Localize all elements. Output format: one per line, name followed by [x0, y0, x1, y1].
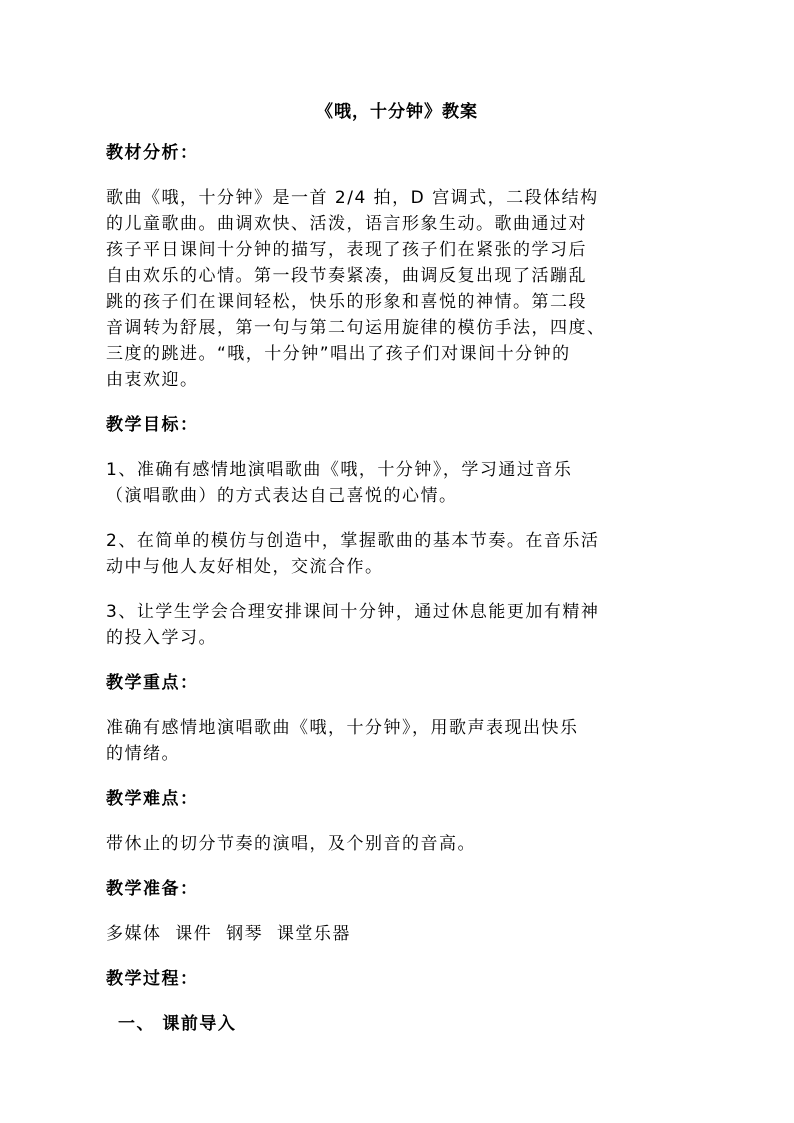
- preparation-paragraph: [106, 921, 676, 947]
- paragraph-line: 的儿童歌曲。曲调欢快、活泼，语言形象生动。歌曲通过对: [106, 214, 587, 234]
- material-analysis-paragraph: [106, 185, 676, 393]
- section-heading-key-points: 教学重点：: [106, 673, 199, 693]
- paragraph-line: 由衷欢迎。: [106, 370, 199, 390]
- section-heading-process: 教学过程：: [106, 969, 199, 989]
- section-heading-objectives: 教学目标：: [106, 415, 199, 435]
- paragraph-line: 3、让学生学会合理安排课间十分钟，通过休息能更加有精神: [106, 602, 600, 622]
- section-heading-difficulties: 教学难点：: [106, 789, 199, 809]
- paragraph-line: 的投入学习。: [106, 628, 217, 648]
- paragraph-line: 1、准确有感情地演唱歌曲《哦，十分钟》，学习通过音乐: [106, 460, 573, 480]
- difficulties-paragraph: [106, 831, 676, 857]
- process-step-1: 一、 课前导入: [118, 1014, 237, 1034]
- paragraph-line: 音调转为舒展，第一句与第二句运用旋律的模仿手法，四度、: [106, 318, 606, 338]
- paragraph-line: （演唱歌曲）的方式表达自己喜悦的心情。: [106, 486, 458, 506]
- document-body: [106, 140, 676, 1056]
- document-title: 《哦，十分钟》教案: [316, 102, 478, 122]
- paragraph-line: 多媒体 课件 钢琴 课堂乐器: [106, 924, 351, 944]
- objective-item-1: [106, 457, 676, 509]
- section-heading-preparation: 教学准备：: [106, 879, 199, 899]
- key-points-paragraph: [106, 715, 676, 767]
- paragraph-line: 的情绪。: [106, 744, 180, 764]
- paragraph-line: 三度的跳进。“哦，十分钟”唱出了孩子们对课间十分钟的: [106, 344, 571, 364]
- objective-item-2: [106, 528, 676, 580]
- paragraph-line: 孩子平日课间十分钟的描写，表现了孩子们在紧张的学习后: [106, 240, 587, 260]
- objective-item-3: [106, 599, 676, 651]
- paragraph-line: 动中与他人友好相处，交流合作。: [106, 557, 384, 577]
- paragraph-line: 歌曲《哦，十分钟》是一首 2/4 拍，D 宫调式，二段体结构: [106, 188, 599, 208]
- paragraph-line: 准确有感情地演唱歌曲《哦，十分钟》，用歌声表现出快乐: [106, 718, 579, 738]
- paragraph-line: 带休止的切分节奏的演唱，及个别音的音高。: [106, 834, 476, 854]
- section-heading-material-analysis: 教材分析：: [106, 143, 199, 163]
- paragraph-line: 自由欢乐的心情。第一段节奏紧凑，曲调反复出现了活蹦乱: [106, 266, 587, 286]
- paragraph-line: 2、在简单的模仿与创造中，掌握歌曲的基本节奏。在音乐活: [106, 531, 600, 551]
- paragraph-line: 跳的孩子们在课间轻松，快乐的形象和喜悦的神情。第二段: [106, 292, 587, 312]
